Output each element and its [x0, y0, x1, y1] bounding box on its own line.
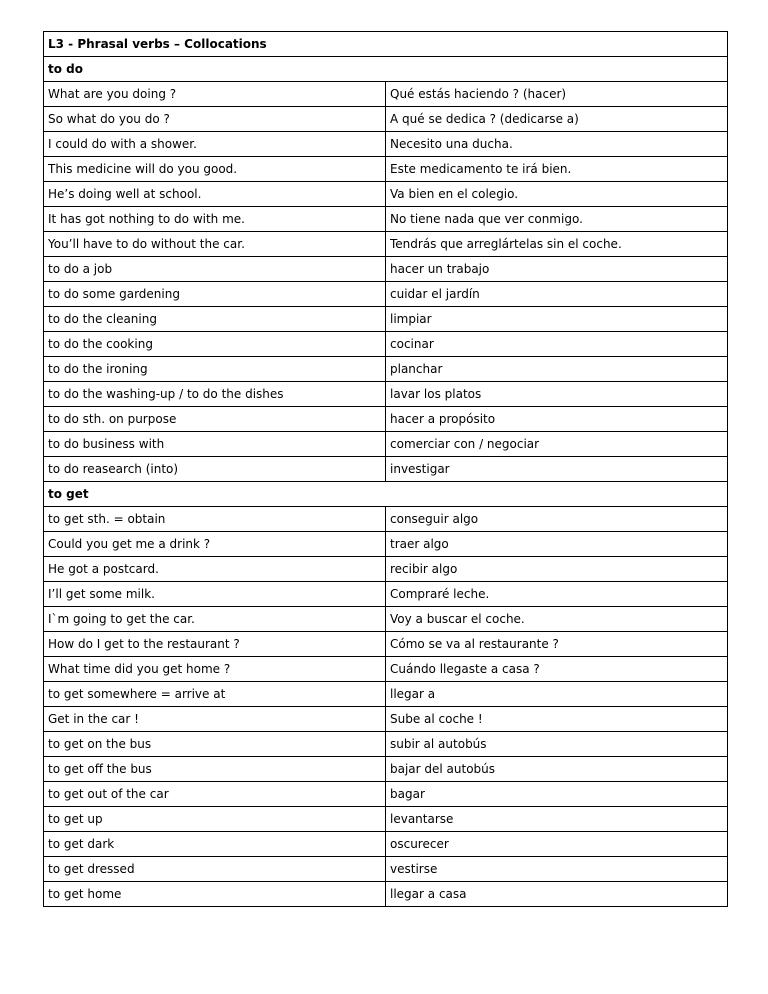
spanish-cell: lavar los platos — [386, 382, 728, 407]
section-heading-row — [44, 482, 728, 507]
table-row — [44, 882, 728, 907]
spanish-cell: traer algo — [386, 532, 728, 557]
table-row — [44, 532, 728, 557]
spanish-cell: Compraré leche. — [386, 582, 728, 607]
table-row — [44, 607, 728, 632]
english-cell: to get sth. = obtain — [44, 507, 386, 532]
table-row — [44, 732, 728, 757]
english-cell: to get on the bus — [44, 732, 386, 757]
table-row — [44, 857, 728, 882]
table-row — [44, 332, 728, 357]
table-row — [44, 407, 728, 432]
vocabulary-table — [43, 31, 728, 907]
section-heading: to get — [44, 482, 728, 507]
table-row — [44, 832, 728, 857]
english-cell: to get home — [44, 882, 386, 907]
vocabulary-table-body — [44, 32, 728, 907]
table-row — [44, 132, 728, 157]
english-cell: to do the ironing — [44, 357, 386, 382]
table-row — [44, 207, 728, 232]
spanish-cell: vestirse — [386, 857, 728, 882]
english-cell: So what do you do ? — [44, 107, 386, 132]
english-cell: to do the cleaning — [44, 307, 386, 332]
table-row — [44, 307, 728, 332]
english-cell: to get off the bus — [44, 757, 386, 782]
spanish-cell: Sube al coche ! — [386, 707, 728, 732]
english-cell: He’s doing well at school. — [44, 182, 386, 207]
english-cell: to do some gardening — [44, 282, 386, 307]
spanish-cell: conseguir algo — [386, 507, 728, 532]
spanish-cell: hacer a propósito — [386, 407, 728, 432]
spanish-cell: llegar a — [386, 682, 728, 707]
spanish-cell: Qué estás haciendo ? (hacer) — [386, 82, 728, 107]
spanish-cell: oscurecer — [386, 832, 728, 857]
table-row — [44, 82, 728, 107]
spanish-cell: planchar — [386, 357, 728, 382]
english-cell: Could you get me a drink ? — [44, 532, 386, 557]
title-row — [44, 32, 728, 57]
english-cell: to get dressed — [44, 857, 386, 882]
table-row — [44, 157, 728, 182]
english-cell: to get out of the car — [44, 782, 386, 807]
spanish-cell: Cómo se va al restaurante ? — [386, 632, 728, 657]
spanish-cell: No tiene nada que ver conmigo. — [386, 207, 728, 232]
english-cell: What time did you get home ? — [44, 657, 386, 682]
english-cell: I’ll get some milk. — [44, 582, 386, 607]
spanish-cell: Este medicamento te irá bien. — [386, 157, 728, 182]
table-row — [44, 357, 728, 382]
english-cell: to do the cooking — [44, 332, 386, 357]
english-cell: to do a job — [44, 257, 386, 282]
table-row — [44, 432, 728, 457]
english-cell: to get up — [44, 807, 386, 832]
spanish-cell: investigar — [386, 457, 728, 482]
table-row — [44, 682, 728, 707]
english-cell: Get in the car ! — [44, 707, 386, 732]
spanish-cell: Cuándo llegaste a casa ? — [386, 657, 728, 682]
spanish-cell: levantarse — [386, 807, 728, 832]
spanish-cell: subir al autobús — [386, 732, 728, 757]
table-row — [44, 782, 728, 807]
section-heading: to do — [44, 57, 728, 82]
english-cell: to do reasearch (into) — [44, 457, 386, 482]
table-row — [44, 707, 728, 732]
spanish-cell: cocinar — [386, 332, 728, 357]
english-cell: How do I get to the restaurant ? — [44, 632, 386, 657]
english-cell: to get somewhere = arrive at — [44, 682, 386, 707]
spanish-cell: Tendrás que arreglártelas sin el coche. — [386, 232, 728, 257]
spanish-cell: comerciar con / negociar — [386, 432, 728, 457]
spanish-cell: Necesito una ducha. — [386, 132, 728, 157]
table-row — [44, 282, 728, 307]
english-cell: It has got nothing to do with me. — [44, 207, 386, 232]
spanish-cell: Va bien en el colegio. — [386, 182, 728, 207]
table-row — [44, 107, 728, 132]
table-row — [44, 232, 728, 257]
table-row — [44, 507, 728, 532]
table-row — [44, 632, 728, 657]
table-row — [44, 657, 728, 682]
table-row — [44, 257, 728, 282]
spanish-cell: bajar del autobús — [386, 757, 728, 782]
spanish-cell: bagar — [386, 782, 728, 807]
table-row — [44, 807, 728, 832]
spanish-cell: llegar a casa — [386, 882, 728, 907]
english-cell: What are you doing ? — [44, 82, 386, 107]
english-cell: He got a postcard. — [44, 557, 386, 582]
page-title: L3 - Phrasal verbs – Collocations — [44, 32, 728, 57]
spanish-cell: hacer un trabajo — [386, 257, 728, 282]
spanish-cell: A qué se dedica ? (dedicarse a) — [386, 107, 728, 132]
spanish-cell: Voy a buscar el coche. — [386, 607, 728, 632]
section-heading-row — [44, 57, 728, 82]
table-row — [44, 757, 728, 782]
spanish-cell: cuidar el jardín — [386, 282, 728, 307]
english-cell: to get dark — [44, 832, 386, 857]
table-row — [44, 382, 728, 407]
table-row — [44, 557, 728, 582]
english-cell: I`m going to get the car. — [44, 607, 386, 632]
spanish-cell: recibir algo — [386, 557, 728, 582]
table-row — [44, 182, 728, 207]
spanish-cell: limpiar — [386, 307, 728, 332]
english-cell: This medicine will do you good. — [44, 157, 386, 182]
table-row — [44, 457, 728, 482]
english-cell: I could do with a shower. — [44, 132, 386, 157]
english-cell: You’ll have to do without the car. — [44, 232, 386, 257]
table-row — [44, 582, 728, 607]
english-cell: to do business with — [44, 432, 386, 457]
english-cell: to do the washing-up / to do the dishes — [44, 382, 386, 407]
english-cell: to do sth. on purpose — [44, 407, 386, 432]
